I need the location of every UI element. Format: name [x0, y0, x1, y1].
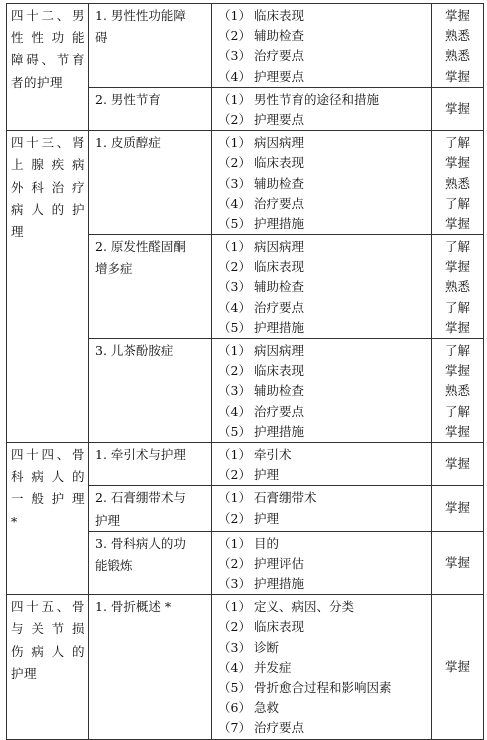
- item-text: 治疗要点: [254, 299, 305, 315]
- requirement-level: [432, 87, 484, 130]
- item-number: （2）: [218, 111, 251, 127]
- topic-title: [89, 131, 212, 235]
- item-list: [212, 486, 432, 531]
- item-number: （4）: [218, 68, 251, 84]
- list-item: [212, 698, 431, 718]
- list-item: [212, 658, 431, 678]
- list-item: [212, 90, 431, 110]
- topic-title-line: 3. 儿茶酚胺症: [95, 343, 174, 358]
- topic-row: [7, 131, 484, 235]
- chapter-title-line: 病人的护: [11, 201, 85, 217]
- item-text: 护理: [254, 467, 280, 483]
- item-text: 辅助检查: [254, 175, 305, 191]
- topic-title-line: 护理: [95, 512, 121, 528]
- item-number: （3）: [218, 279, 251, 295]
- topic-title-line: 2. 石膏绷带术与: [95, 490, 186, 506]
- topic-title-line: 增多症: [95, 261, 133, 277]
- topic-title-line: 碍: [95, 30, 108, 46]
- chapter-title-line: 上腺疾病: [11, 157, 85, 173]
- level-label: 了解: [444, 343, 470, 358]
- topic-title-line: 1. 皮质醇症: [95, 135, 161, 151]
- list-item: [212, 574, 431, 594]
- item-text: 定义、病因、分类: [254, 599, 355, 615]
- list-item: [212, 617, 431, 637]
- item-number: （5）: [218, 423, 251, 439]
- level-label: 了解: [444, 195, 470, 211]
- list-item: [212, 46, 431, 66]
- item-text: 治疗要点: [254, 48, 305, 64]
- item-number: （5）: [218, 215, 251, 231]
- item-number: （4）: [218, 299, 251, 315]
- item-number: （2）: [218, 555, 251, 571]
- chapter-title-line: 理: [11, 223, 25, 239]
- chapter-title-line: 科病人的: [11, 469, 85, 485]
- chapter-title-line: *: [11, 513, 18, 529]
- topic-row: [7, 442, 484, 485]
- item-text: 石膏绷带术: [254, 490, 317, 506]
- topic-title-line: 1. 牵引术与护理: [95, 446, 186, 462]
- topic-title: [89, 442, 212, 485]
- item-text: 临床表现: [254, 363, 305, 379]
- list-item: [212, 110, 431, 130]
- list-item: [212, 341, 431, 361]
- chapter-title: [7, 131, 89, 443]
- chapter-title: [7, 595, 89, 739]
- item-number: （6）: [218, 700, 251, 716]
- item-number: （7）: [218, 720, 251, 736]
- list-item: [212, 597, 431, 617]
- list-item: [212, 26, 431, 46]
- requirement-level: [432, 486, 484, 531]
- item-text: 临床表现: [254, 619, 305, 635]
- item-text: 护理措施: [254, 576, 305, 592]
- level-label: 熟悉: [444, 383, 470, 399]
- list-item: [212, 718, 431, 738]
- item-text: 辅助检查: [254, 383, 305, 399]
- item-number: （1）: [218, 599, 251, 615]
- requirement-level: [432, 531, 484, 595]
- item-number: （1）: [218, 135, 251, 151]
- item-number: （1）: [218, 343, 251, 358]
- item-list: [212, 531, 432, 595]
- list-item: [212, 133, 431, 153]
- topic-title-line: 1. 男性性功能障: [95, 8, 186, 23]
- level-label: 了解: [444, 135, 470, 151]
- topic-title: [89, 4, 212, 88]
- list-item: [212, 488, 431, 508]
- list-item: [212, 445, 431, 465]
- item-number: （3）: [218, 383, 251, 399]
- chapter-title-line: 四十三、肾: [11, 135, 85, 151]
- item-text: 男性节育的途径和措施: [254, 91, 380, 107]
- chapter-title-line: 者的护理: [11, 74, 64, 90]
- list-item: [212, 554, 431, 574]
- topic-title-line: 1. 骨折概述 *: [95, 599, 172, 615]
- level-label: 掌握: [444, 363, 470, 379]
- list-item: [212, 6, 431, 26]
- list-item: [212, 174, 431, 194]
- level-label: 掌握: [444, 155, 470, 171]
- level-label: 掌握: [444, 319, 470, 335]
- item-text: 临床表现: [254, 259, 305, 275]
- item-list: [212, 442, 432, 485]
- level-label: 掌握: [444, 8, 470, 23]
- chapter-title: [7, 442, 89, 594]
- item-text: 目的: [254, 535, 280, 551]
- level-label: 掌握: [444, 554, 470, 570]
- item-number: （2）: [218, 259, 251, 275]
- item-list: [212, 4, 432, 88]
- item-number: （1）: [218, 239, 251, 255]
- list-item: [212, 277, 431, 297]
- requirement-level: [432, 442, 484, 485]
- item-text: 病因病理: [254, 343, 305, 358]
- item-number: （2）: [218, 467, 251, 483]
- item-number: （2）: [218, 28, 251, 44]
- item-text: 护理要点: [254, 68, 305, 84]
- item-text: 牵引术: [254, 446, 292, 462]
- chapter-title-line: 伤病人的: [11, 643, 85, 659]
- level-label: 熟悉: [444, 175, 470, 191]
- topic-title-line: 2. 原发性醛固酮: [95, 239, 186, 255]
- item-text: 治疗要点: [254, 403, 305, 419]
- item-number: （2）: [218, 619, 251, 635]
- list-item: [212, 381, 431, 401]
- item-number: （4）: [218, 659, 251, 675]
- item-number: （4）: [218, 403, 251, 419]
- requirement-level: [432, 339, 484, 443]
- item-text: 诊断: [254, 639, 280, 655]
- list-item: [212, 678, 431, 698]
- topic-title-line: 3. 骨科病人的功: [95, 535, 186, 551]
- level-label: 熟悉: [444, 28, 470, 44]
- requirement-level: [432, 595, 484, 739]
- item-text: 骨折愈合过程和影响因素: [254, 680, 392, 696]
- level-label: 掌握: [444, 423, 470, 439]
- list-item: [212, 465, 431, 485]
- list-item: [212, 534, 431, 554]
- syllabus-table: [6, 3, 484, 740]
- topic-title-line: 能锻炼: [95, 557, 133, 573]
- item-number: （1）: [218, 535, 251, 551]
- chapter-title-line: 一般护理: [11, 491, 85, 507]
- item-list: [212, 339, 432, 443]
- chapter-title: [7, 4, 89, 131]
- item-text: 护理评估: [254, 555, 305, 571]
- item-text: 病因病理: [254, 239, 305, 255]
- item-number: （1）: [218, 490, 251, 506]
- list-item: [212, 214, 431, 234]
- requirement-level: [432, 131, 484, 235]
- topic-title: [89, 339, 212, 443]
- item-number: （1）: [218, 91, 251, 107]
- item-number: （2）: [218, 155, 251, 171]
- level-label: 掌握: [444, 500, 470, 516]
- list-item: [212, 153, 431, 173]
- item-number: （2）: [218, 363, 251, 379]
- item-text: 治疗要点: [254, 195, 305, 211]
- list-item: [212, 361, 431, 381]
- list-item: [212, 257, 431, 277]
- item-text: 治疗要点: [254, 720, 305, 736]
- requirement-level: [432, 4, 484, 88]
- item-text: 辅助检查: [254, 28, 305, 44]
- item-list: [212, 131, 432, 235]
- chapter-title-line: 四十二、男: [11, 8, 85, 23]
- list-item: [212, 422, 431, 442]
- topic-row: [7, 595, 484, 739]
- level-label: 掌握: [444, 100, 470, 116]
- topic-title: [89, 595, 212, 739]
- topic-title: [89, 87, 212, 130]
- list-item: [212, 237, 431, 257]
- item-text: 临床表现: [254, 155, 305, 171]
- chapter-title-line: 与关节损: [11, 621, 85, 637]
- list-item: [212, 298, 431, 318]
- item-number: （3）: [218, 48, 251, 64]
- chapter-title-line: 外科治疗: [11, 179, 85, 195]
- level-label: 掌握: [444, 259, 470, 275]
- item-text: 护理措施: [254, 319, 305, 335]
- item-text: 辅助检查: [254, 279, 305, 295]
- list-item: [212, 509, 431, 529]
- level-label: 掌握: [444, 215, 470, 231]
- chapter-title-line: 护理: [11, 665, 38, 681]
- list-item: [212, 318, 431, 338]
- item-text: 并发症: [254, 659, 292, 675]
- topic-title: [89, 531, 212, 595]
- level-label: 掌握: [444, 68, 470, 84]
- item-number: （5）: [218, 680, 251, 696]
- list-item: [212, 402, 431, 422]
- item-text: 护理措施: [254, 423, 305, 439]
- topic-title: [89, 235, 212, 339]
- list-item: [212, 67, 431, 87]
- level-label: 掌握: [444, 456, 470, 472]
- chapter-title-line: 四十五、骨: [11, 599, 85, 615]
- item-text: 护理: [254, 510, 280, 526]
- level-label: 熟悉: [444, 279, 470, 295]
- list-item: [212, 194, 431, 214]
- item-list: [212, 87, 432, 130]
- item-number: （3）: [218, 639, 251, 655]
- item-text: 护理措施: [254, 215, 305, 231]
- item-number: （1）: [218, 446, 251, 462]
- level-label: 掌握: [444, 658, 470, 674]
- item-text: 急救: [254, 700, 280, 716]
- item-text: 护理要点: [254, 111, 305, 127]
- item-text: 临床表现: [254, 8, 305, 23]
- list-item: [212, 638, 431, 658]
- item-number: （1）: [218, 8, 251, 23]
- level-label: 了解: [444, 239, 470, 255]
- topic-row: [7, 4, 484, 88]
- item-number: （3）: [218, 576, 251, 592]
- item-number: （3）: [218, 175, 251, 191]
- topic-title-line: 2. 男性节育: [95, 91, 161, 107]
- item-list: [212, 235, 432, 339]
- topic-title: [89, 486, 212, 531]
- chapter-title-line: 障碍、节育: [11, 52, 85, 68]
- item-number: （2）: [218, 510, 251, 526]
- item-text: 病因病理: [254, 135, 305, 151]
- level-label: 熟悉: [444, 48, 470, 64]
- item-number: （4）: [218, 195, 251, 211]
- syllabus-table-body: [7, 4, 484, 740]
- requirement-level: [432, 235, 484, 339]
- chapter-title-line: 四十四、骨: [11, 446, 85, 462]
- item-list: [212, 595, 432, 739]
- item-number: （5）: [218, 319, 251, 335]
- level-label: 了解: [444, 299, 470, 315]
- level-label: 了解: [444, 403, 470, 419]
- chapter-title-line: 性性功能: [11, 30, 85, 46]
